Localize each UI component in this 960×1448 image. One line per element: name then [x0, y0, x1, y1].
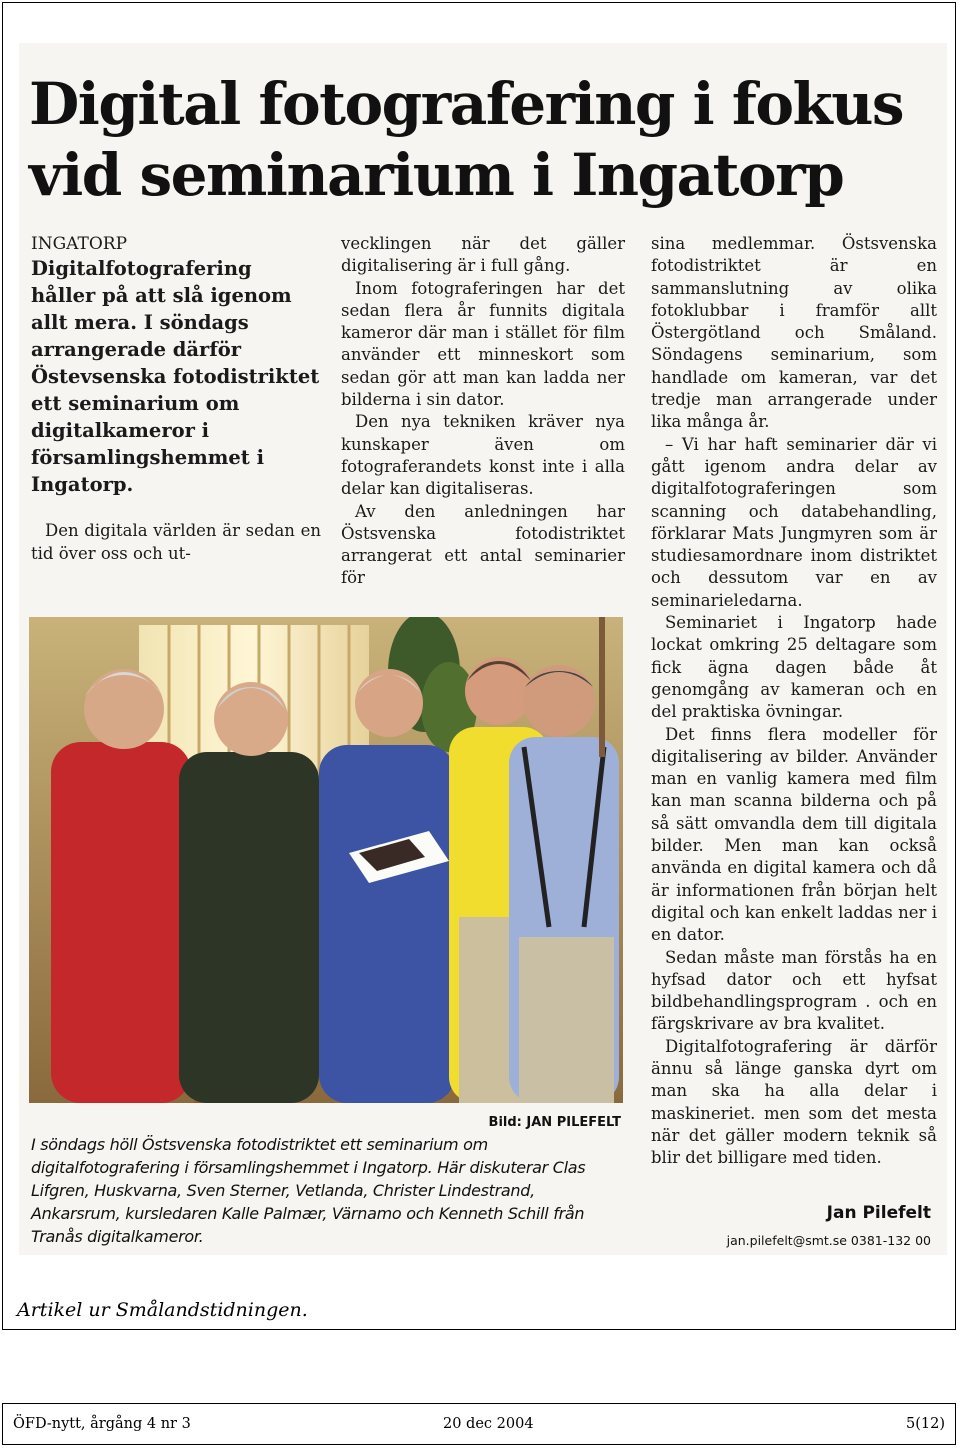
- byline-name: Jan Pilefelt: [826, 1203, 931, 1223]
- footer-publication: ÖFD-nytt, årgång 4 nr 3: [13, 1416, 191, 1432]
- seminar-photo: [29, 617, 623, 1103]
- article-paragraph: Digitalfotografering är därför ännu så länge ganska dyrt om man ska ha alla delar i maskineriet. men som det mesta när det gäller modern teknik så blir det billigare med tiden.: [651, 1036, 937, 1168]
- article-column-1: [31, 233, 321, 565]
- article-paragraph: vecklingen när det gäller digitalisering är i full gång.: [341, 234, 625, 276]
- article-paragraph: Den nya tekniken kräver nya kunskaper även om fotograferandets konst inte i alla delar kan digitaliseras.: [341, 412, 625, 499]
- article-paragraph: Det finns flera modeller för digitalisering av bilder. Använder man en vanlig kamera med film kan man scanna bilderna och på så sätt omvandla dem till digitala bilder. Men man kan också använda en digital kamera och då är informationen från början helt digital och kan enkelt laddas ner i en dator.: [651, 724, 937, 945]
- article-column-3: [651, 233, 937, 1169]
- byline-contact: jan.pilefelt@smt.se 0381-132 00: [726, 1233, 931, 1248]
- article-dateline: INGATORP: [31, 234, 128, 254]
- article-paragraph: Den digitala världen är sedan en tid över oss och ut-: [31, 521, 321, 563]
- article-column-2: [341, 233, 625, 590]
- article-paragraph: sina medlemmar. Östsvenska fotodistriktet är en sammanslutning av olika fotoklubbar i framför allt Östergötland och Småland. Söndagens seminarium, som handlade om kameran, var det tredje man arrangerade under lika många år.: [651, 234, 937, 432]
- photo-credit: Bild: JAN PILEFELT: [488, 1115, 621, 1130]
- article-paragraph: Seminariet i Ingatorp hade lockat omkring 25 deltagare som fick ägna dagen både åt genomgång av kameran och en del praktiska övningar.: [651, 613, 937, 722]
- footer-date: 20 dec 2004: [443, 1416, 534, 1432]
- article-paragraph: Sedan måste man förstås ha en hyfsad dator och ett hyfsat bildbehandlingsprogram . och en färgskrivare av bra kvalitet.: [651, 947, 937, 1034]
- photo-caption: I söndags höll Östsvenska fotodistriktet ett seminarium om digitalfotografering i församlingshemmet i Ingatorp. Här diskuterar Clas Lifgren, Huskvarna, Sven Sterner, Vetlanda, Christer Lindestrand, Ankarsrum, kursledaren Kalle Palmær, Värnamo och Kenneth Schill från Tranås digitalkameror.: [31, 1135, 586, 1246]
- article-paragraph: Av den anledningen har Östsvenska fotodistriktet arrangerat ett antal seminarier för: [341, 501, 625, 588]
- article-byline: [719, 1203, 931, 1248]
- newspaper-clipping: [19, 43, 947, 1255]
- seminar-photo-illustration: [29, 617, 623, 1103]
- headline-line-1: Digital fotografering i fokus: [29, 70, 904, 138]
- article-paragraph: – Vi har haft seminarier där vi gått igenom andra delar av digitalfotograferingen som scanning och databehandling, förklarar Mats Jungmyren som är studiesamordnare inom distriktet och dessutom var en av seminarieledarna.: [651, 434, 937, 610]
- page-footer: [2, 1403, 956, 1445]
- footer-page-number: 5(12): [906, 1416, 945, 1432]
- article-source-caption: Artikel ur Smålandstidningen.: [17, 1299, 308, 1321]
- article-frame: [2, 2, 956, 1330]
- article-headline: [29, 69, 929, 211]
- article-lead: Digitalfotografering håller på att slå igenom allt mera. I söndags arrangerade därför Östevsenska fotodistriktet ett seminarium om digitalkameror i församlingshemmet i Ingatorp.: [31, 257, 320, 497]
- headline-line-2: vid seminarium i Ingatorp: [29, 141, 844, 209]
- article-paragraph: Inom fotograferingen har det sedan flera år funnits digitala kameror där man i stället för film använder ett minneskort som sedan gör att man kan ladda ner bilderna i sin dator.: [341, 278, 625, 410]
